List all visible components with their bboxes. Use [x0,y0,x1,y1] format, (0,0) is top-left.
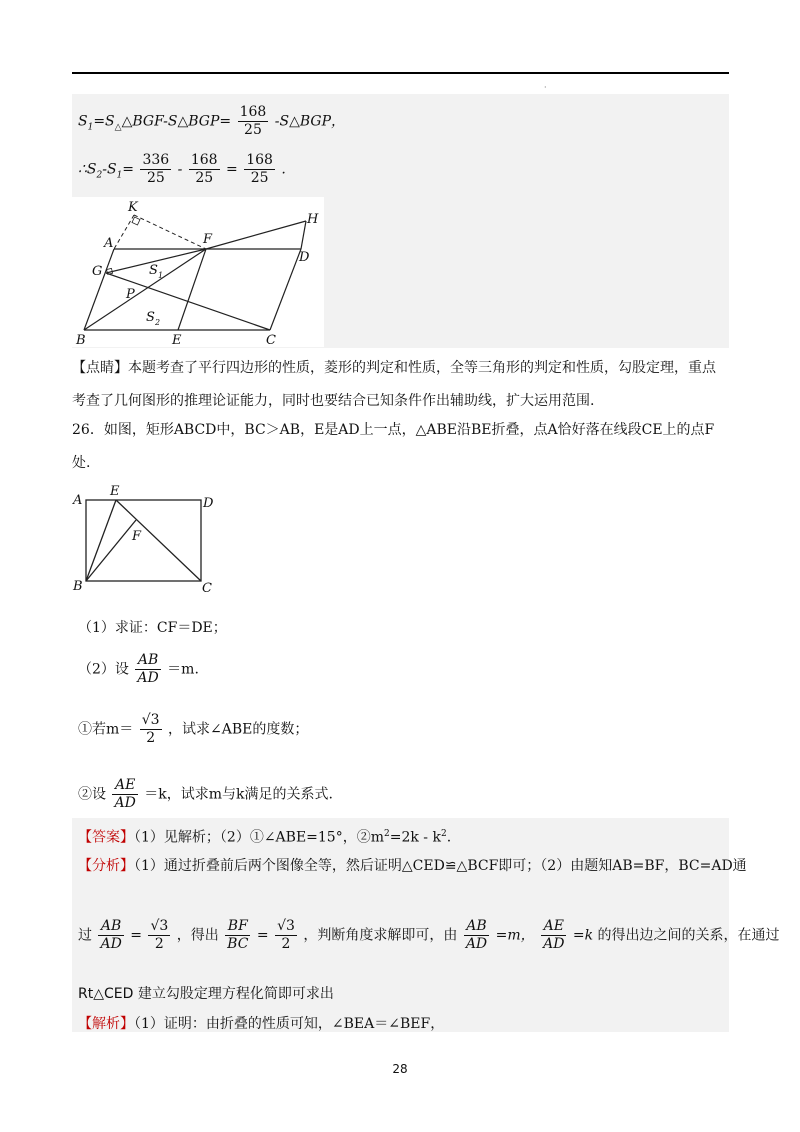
label-S1-sub: 1 [158,271,164,280]
fraction-AB-AD-3: $\frac{AB}{AD}$ [465,918,488,952]
label-B: B [76,333,86,347]
solution-tag: 【解析】 [78,1016,134,1032]
question-2b: ②设 $\frac{AE}{AD}$ ＝k，试求m与k满足的关系式. [78,777,333,811]
question-1: （1）求证：CF＝DE； [78,620,227,636]
analysis-tag: 【分析】 [78,858,134,874]
seg-BF [86,520,136,581]
fig2-label-B: B [73,579,83,594]
label-H: H [307,212,319,227]
fraction-336-25: $\frac{336}{25}$ [142,152,170,186]
analysis-line-3: Rt△CED 建立勾股定理方程化简即可求出 [78,986,334,1002]
comment-paragraph [72,352,728,418]
label-S1: S [149,263,158,278]
figure-parallelogram [72,197,324,347]
label-F: F [203,232,213,247]
rect-ABCD [86,500,201,581]
fig2-label-A: A [73,493,83,508]
label-K: K [128,200,138,215]
figure-rectangle [72,484,218,596]
label-P: P [126,287,135,302]
fraction-AB-AD: $\frac{AB}{AD}$ [137,652,159,686]
comment-line-2: 考查了几何图形的推理论证能力，同时也要结合已知条件作出辅助线，扩大运用范围. [72,393,595,409]
fraction-BF-BC: $\frac{BF}{BC}$ [227,918,249,952]
s1-equation: $S_1=S_\triangle\triangle BGF-S\triangle BGP=$ $\frac{168}{25}$ -S△BGP， [78,104,346,138]
fraction-sqrt3-2: $\frac{√3}{2}$ [141,712,160,746]
fraction-168-25-b: $\frac{168}{25}$ [190,152,218,186]
label-S2: S [146,310,155,325]
header-rule [72,72,729,74]
label-C: C [266,333,276,347]
fraction-AE-AD: $\frac{AE}{AD}$ [114,777,136,811]
fraction-AE-AD-2: $\frac{AE}{AD}$ [543,918,565,952]
fig2-label-D: D [203,496,214,511]
seg-EC [116,500,201,581]
header-dot: · [544,83,547,92]
fraction-sqrt3-2-b: $\frac{√3}{2}$ [150,918,169,952]
answer-line: 【答案】（1）见解析；（2）①∠ABE=15°，$②m^2=2k - k^2$. [78,829,452,846]
fig2-label-C: C [202,581,212,596]
fraction-sqrt3-2-c: $\frac{√3}{2}$ [277,918,295,952]
question-2a: ①若m＝ $\frac{√3}{2}$ ，试求∠ABE的度数； [78,712,309,746]
problem-26-line-1: 26．如图，矩形ABCD中，BC＞AB，E是AD上一点，△ABE沿BE折叠，点A恰好落在线段CE上的点F [72,422,715,438]
label-E: E [172,333,182,347]
comment-tag: 【点睛】 [72,360,128,376]
label-G: G [92,264,103,279]
fraction-AB-AD-2: $\frac{AB}{AD}$ [100,918,122,952]
fraction-168-25-c: $\frac{168}{25}$ [246,152,273,186]
page-number: 28 [392,1062,408,1076]
solution-line: 【解析】（1）证明：由折叠的性质可知，∠BEA＝∠BEF， [78,1016,445,1032]
problem-26 [72,414,728,480]
analysis-line-2: 过 $\frac{AB}{AD}$ = $\frac{√3}{2}$ ，得出 $\frac{BF}{BC}$ = $\frac{√3}{2}$ ，判断角度求解即可，由 $\frac{AB}{AD}$ =m， $\frac{AE}{AD}$ =k 的得出边之间的关系，在通过 [78,918,780,952]
answer-tag: 【答案】 [78,829,134,846]
fig2-label-E: E [110,484,120,499]
analysis-line-1: 【分析】（1）通过折叠前后两个图像全等，然后证明△CED≌△BCF即可；（2）由题知AB=BF，BC=AD通 [78,858,747,874]
label-D: D [299,250,310,265]
fraction-168-25: $\frac{168}{25}$ [239,104,267,138]
label-A: A [104,236,114,251]
fig2-label-F: F [132,529,142,544]
problem-26-line-2: 处. [72,455,91,471]
comment-line-1: 【点睛】本题考查了平行四边形的性质，菱形的判定和性质，全等三角形的判定和性质，勾股定理，重点 [72,360,716,376]
label-S2-sub: 2 [155,318,161,327]
s2-equation: $\therefore S_2-S_1=$ $\frac{336}{25}$ - $\frac{168}{25}$ = $\frac{168}{25}$ . [78,152,286,186]
seg-BE [86,500,116,581]
question-2: （2）设 $\frac{AB}{AD}$ ＝m. [78,652,199,686]
